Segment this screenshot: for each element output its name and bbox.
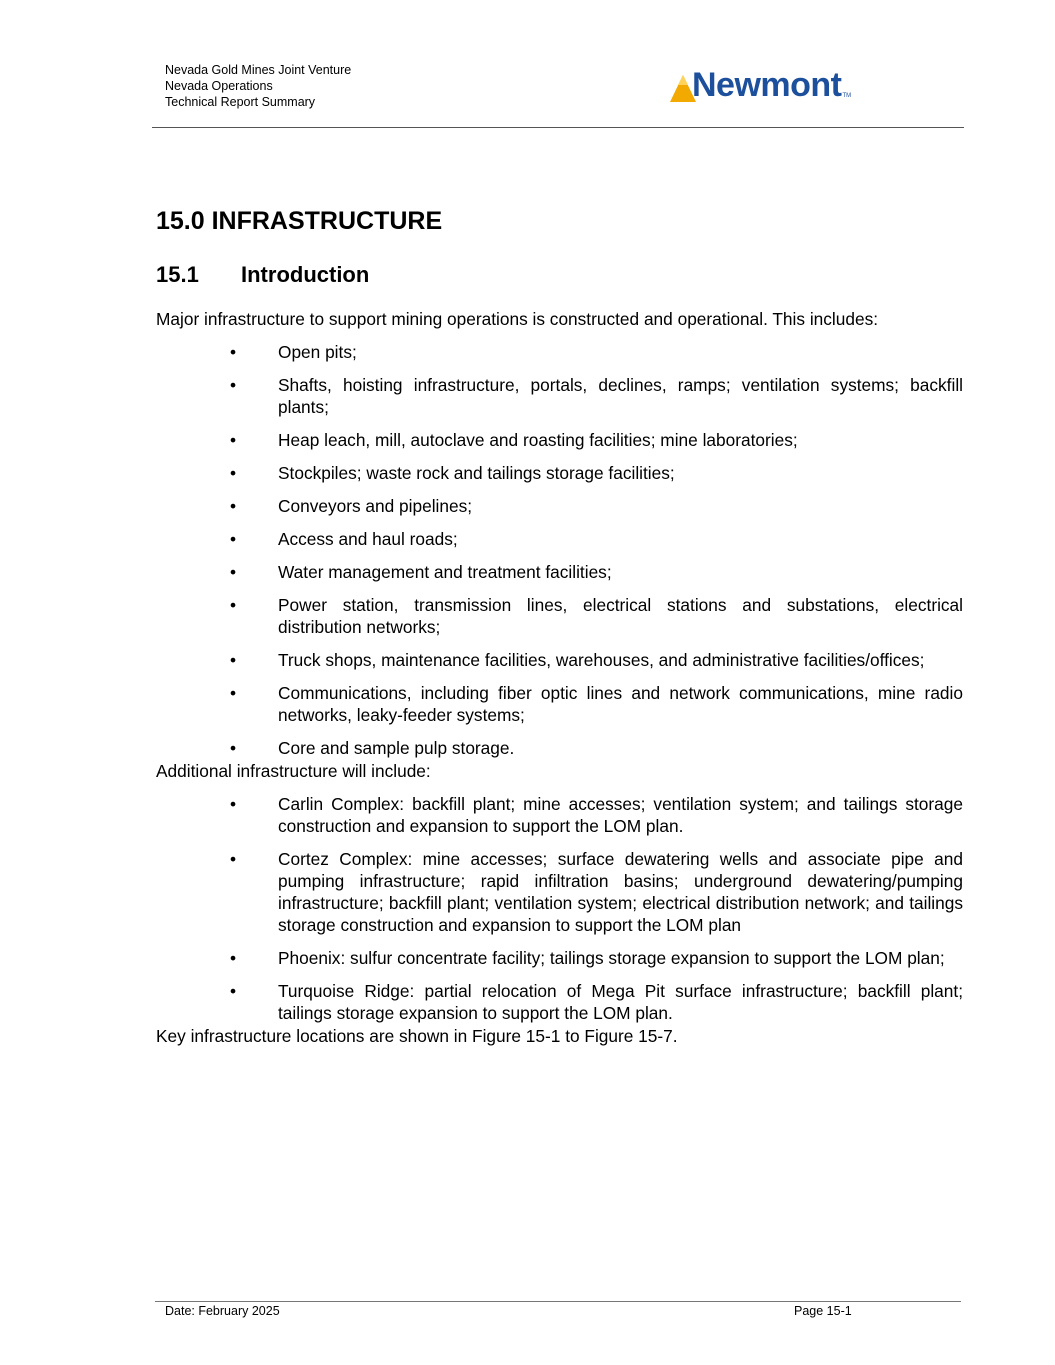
list-item-text: Shafts, hoisting infrastructure, portals, declines, ramps; ventilation systems; backfill plants; [278,375,963,417]
footer-page-number: Page 15-1 [794,1304,852,1318]
bullet-icon: • [229,342,237,362]
list-item-text: Open pits; [278,342,357,362]
subsection-title: Introduction [241,262,370,287]
list-item-text: Phoenix: sulfur concentrate facility; tailings storage expansion to support the LOM plan; [278,948,945,968]
footer-date: Date: February 2025 [165,1304,280,1318]
bullet-icon: • [229,496,237,516]
additional-intro-paragraph: Additional infrastructure will include: [156,761,431,781]
list-item-text: Core and sample pulp storage. [278,738,515,758]
list-item-text: Truck shops, maintenance facilities, warehouses, and administrative facilities/offices; [278,650,925,670]
footer-divider [155,1301,961,1302]
bullet-icon: • [229,948,237,968]
list-item-text: Heap leach, mill, autoclave and roasting facilities; mine laboratories; [278,430,798,450]
closing-paragraph: Key infrastructure locations are shown in Figure 15-1 to Figure 15-7. [156,1026,678,1046]
newmont-logo-wordmark: Newmont [692,66,842,104]
list-item [156,793,963,837]
list-item [156,429,963,451]
subsection-heading [156,261,963,289]
header-line-company: Nevada Gold Mines Joint Venture [165,63,352,77]
list-item [156,737,963,759]
list-item-text: Stockpiles; waste rock and tailings storage facilities; [278,463,675,483]
subsection-number: 15.1 [156,262,199,287]
existing-infrastructure-list [156,341,963,759]
intro-paragraph: Major infrastructure to support mining operations is constructed and operational. This includes: [156,309,879,329]
bullet-icon: • [229,849,237,869]
list-item-text: Cortez Complex: mine accesses; surface dewatering wells and associate pipe and pumping infrastructure; rapid infiltration basins; underground dewatering/pumping infrastructure; backfill plant; ventilation system; electrical distribution network; and tailings storage construction and expansion to support the LOM plan [278,849,963,935]
list-item [156,594,963,638]
list-item [156,495,963,517]
list-item [156,462,963,484]
list-item [156,682,963,726]
newmont-logo [670,68,851,102]
list-item-text: Access and haul roads; [278,529,458,549]
bullet-icon: • [229,529,237,549]
bullet-icon: • [229,981,237,1001]
list-item [156,848,963,936]
list-item [156,528,963,550]
list-item-text: Water management and treatment facilities; [278,562,612,582]
list-item-text: Communications, including fiber optic lines and network communications, mine radio networks, leaky-feeder systems; [278,683,963,725]
bullet-icon: • [229,794,237,814]
list-item [156,980,963,1024]
header-line-report: Technical Report Summary [165,95,316,109]
additional-infrastructure-list [156,793,963,1024]
bullet-icon: • [229,595,237,615]
list-item-text: Carlin Complex: backfill plant; mine accesses; ventilation system; and tailings storage construction and expansion to support the LOM plan. [278,794,963,836]
bullet-icon: • [229,738,237,758]
document-header [165,62,351,110]
main-content [156,205,963,1047]
list-item [156,947,963,969]
section-title: 15.0 INFRASTRUCTURE [156,207,443,235]
bullet-icon: • [229,683,237,703]
list-item [156,341,963,363]
bullet-icon: • [229,430,237,450]
list-item [156,374,963,418]
list-item-text: Turquoise Ridge: partial relocation of Mega Pit surface infrastructure; backfill plant; tailings storage expansion to support the LOM plan. [278,981,963,1023]
list-item-text: Conveyors and pipelines; [278,496,473,516]
header-divider [152,127,964,128]
bullet-icon: • [229,562,237,582]
bullet-icon: • [229,650,237,670]
bullet-icon: • [229,463,237,483]
bullet-icon: • [229,375,237,395]
header-line-operations: Nevada Operations [165,79,273,93]
list-item [156,561,963,583]
list-item [156,649,963,671]
list-item-text: Power station, transmission lines, electrical stations and substations, electrical distribution networks; [278,595,963,637]
newmont-logo-trademark: TM [842,93,852,99]
